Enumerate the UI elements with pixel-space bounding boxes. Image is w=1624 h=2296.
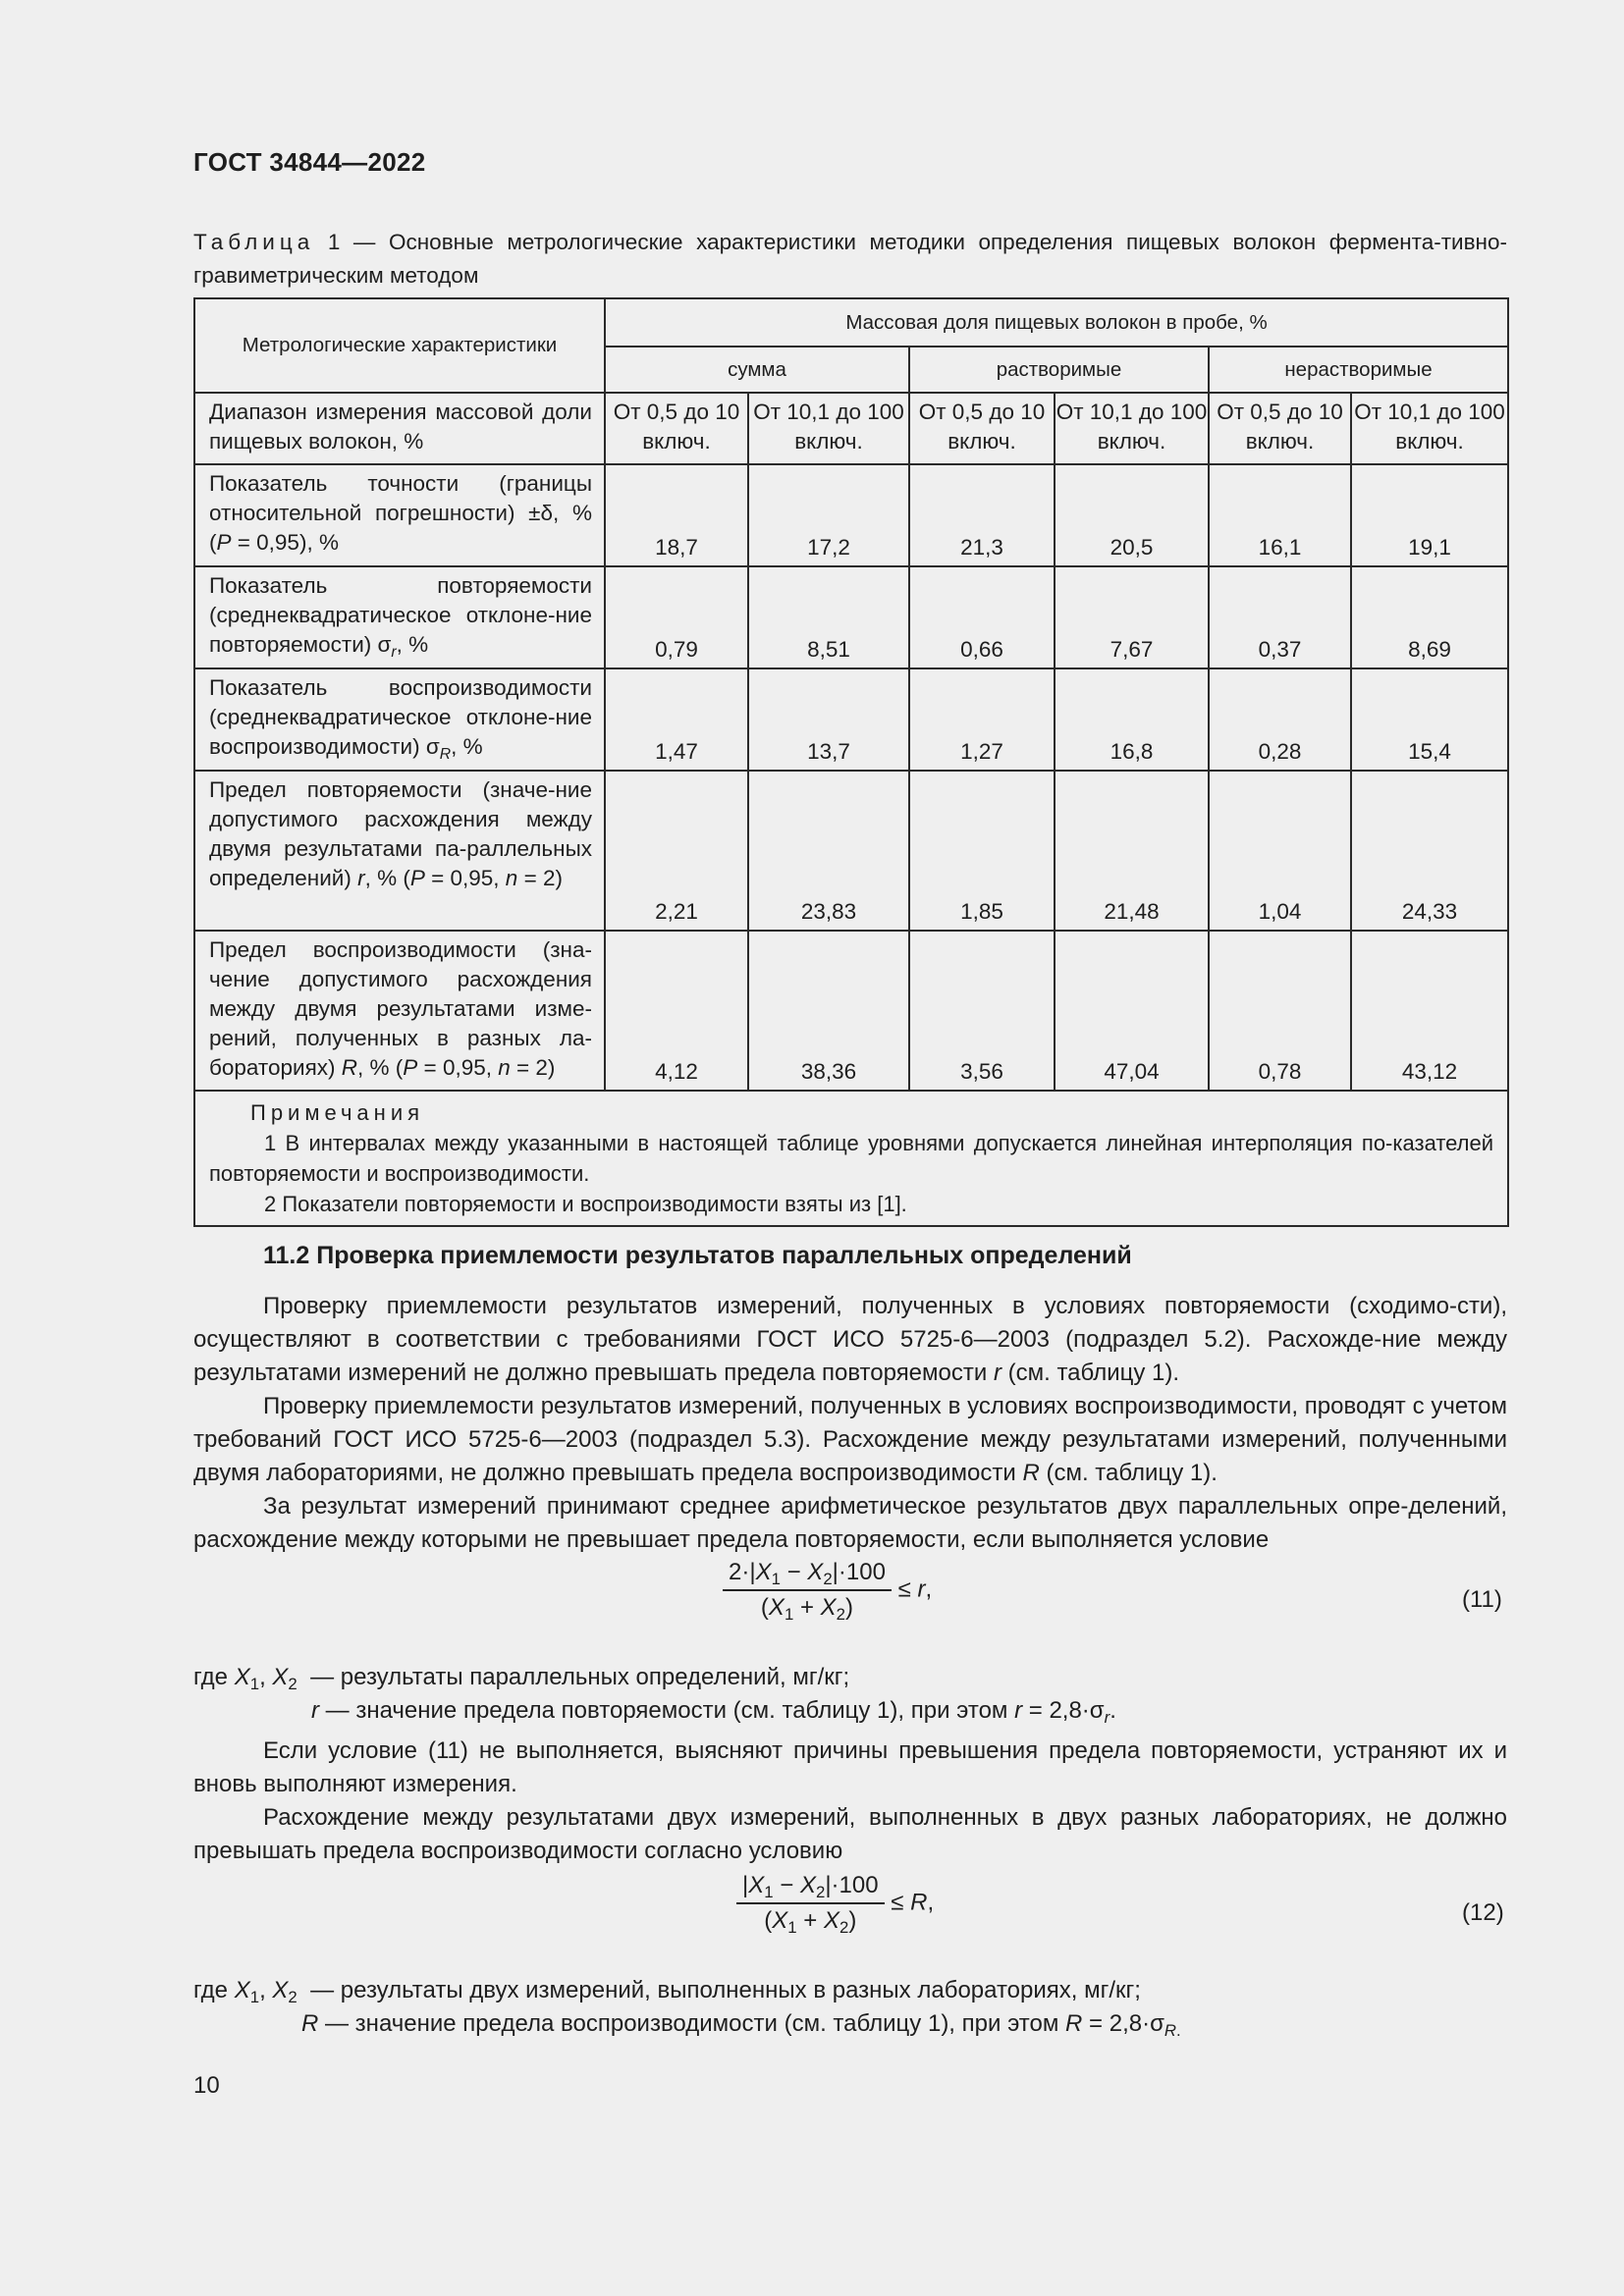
section-title: 11.2 Проверка приемлемости результатов параллельных определений [263, 1242, 1132, 1269]
body-paragraphs-b [193, 1735, 1507, 1868]
row-label: Показатель воспроизводимости (среднеквадратическое отклоне-ние воспроизводимости) $\sigma_R$, % [194, 668, 605, 771]
where-line: где $X_1$, $X_2$ — результаты двух измерений, выполненных в разных лабораториях, мг/кг; [193, 1977, 1141, 2006]
value-cell: 3,56 [909, 931, 1055, 1091]
table-caption [193, 226, 1507, 293]
row-label: Показатель точности (границы относительной погрешности) ±δ, % (P = 0,95), % [194, 464, 605, 566]
page-number: 10 [193, 2072, 220, 2099]
value-cell: 4,12 [605, 931, 748, 1091]
paragraph: Если условие (11) не выполняется, выясняют причины превышения предела повторяемости, устраняют их и вновь выполняют измерения. [193, 1737, 1507, 1797]
range-cell: От 0,5 до 10 включ. [909, 393, 1055, 464]
value-cell: 17,2 [748, 464, 909, 566]
formula-12-fraction [736, 1872, 885, 1935]
body-paragraphs-a [193, 1290, 1507, 1557]
value-cell: 16,8 [1055, 668, 1209, 771]
col-header-mass-fraction: Массовая доля пищевых волокон в пробе, % [605, 298, 1508, 347]
notes-title: Примечания [250, 1100, 425, 1125]
value-cell: 20,5 [1055, 464, 1209, 566]
paragraph: За результат измерений принимают среднее арифметическое результатов двух параллельных опре-делений, расхождение между которыми не превышает предела повторяемости, если выполняется условие [193, 1493, 1507, 1553]
formula-12 [736, 1872, 934, 1935]
value-cell: 21,3 [909, 464, 1055, 566]
where-block-11 [193, 1661, 1116, 1728]
formula-11-denominator: $(X_1 + X_2)$ [760, 1594, 853, 1624]
table-row [194, 464, 1508, 566]
range-cell: От 0,5 до 10 включ. [1209, 393, 1351, 464]
value-cell: 0,79 [605, 566, 748, 668]
formula-12-numerator: $|X_1 - X_2|\cdot 100$ [736, 1872, 885, 1904]
value-cell: 24,33 [1351, 771, 1508, 931]
value-cell: 1,27 [909, 668, 1055, 771]
paragraph: Проверку приемлемости результатов измерений, полученных в условиях повторяемости (сходимо-сти), осуществляют в соответствии с требованиями ГОСТ ИСО 5725-6—2003 (подраздел 5.2). Расхожде-ние между результатами измерений не должно превышать предела повторяемости r (см. таблицу 1). [193, 1293, 1507, 1386]
value-cell: 16,1 [1209, 464, 1351, 566]
where-block-12 [193, 1974, 1181, 2041]
table-row [194, 668, 1508, 771]
col-header-group-insoluble: нерастворимые [1209, 347, 1508, 393]
value-cell: 2,21 [605, 771, 748, 931]
paragraph: Проверку приемлемости результатов измерений, полученных в условиях воспроизводимости, проводят с учетом требований ГОСТ ИСО 5725-6—2003 (подраздел 5.3). Расхождение между результатами измерений, полученными двумя лабораториями, не должно превышать предела воспроизводимости R (см. таблицу 1). [193, 1393, 1507, 1486]
note-item: 2 Показатели повторяемости и воспроизводимости взяты из [1]. [264, 1192, 907, 1216]
value-cell: 38,36 [748, 931, 909, 1091]
document-code: ГОСТ 34844—2022 [193, 147, 426, 177]
col-header-characteristics: Метрологические характеристики [194, 298, 605, 393]
value-cell: 0,66 [909, 566, 1055, 668]
where-line: r — значение предела повторяемости (см. таблицу 1), при этом $r = 2,8\cdot\sigma_r$. [311, 1697, 1116, 1727]
range-cell: От 10,1 до 100 включ. [1055, 393, 1209, 464]
value-cell: 21,48 [1055, 771, 1209, 931]
table-row [194, 931, 1508, 1091]
range-cell: От 0,5 до 10 включ. [605, 393, 748, 464]
value-cell: 43,12 [1351, 931, 1508, 1091]
formula-11-numerator: $2\cdot|X_1 - X_2|\cdot 100$ [723, 1559, 892, 1591]
value-cell: 0,78 [1209, 931, 1351, 1091]
value-cell: 1,85 [909, 771, 1055, 931]
table-row [194, 566, 1508, 668]
formula-12-tail: ≤ R, [884, 1889, 935, 1916]
col-header-group-sum: сумма [605, 347, 909, 393]
value-cell: 23,83 [748, 771, 909, 931]
table-notes-row [194, 1091, 1508, 1226]
where-line: где $X_1$, $X_2$ — результаты параллельных определений, мг/кг; [193, 1664, 850, 1693]
table-notes [194, 1091, 1508, 1226]
value-cell: 8,69 [1351, 566, 1508, 668]
value-cell: 1,47 [605, 668, 748, 771]
value-cell: 47,04 [1055, 931, 1209, 1091]
paragraph: Расхождение между результатами двух измерений, выполненных в двух разных лабораториях, не должно превышать предела воспроизводимости согласно условию [193, 1804, 1507, 1864]
range-cell: От 10,1 до 100 включ. [1351, 393, 1508, 464]
value-cell: 0,28 [1209, 668, 1351, 771]
where-line: R — значение предела воспроизводимости (см. таблицу 1), при этом $R = 2,8\cdot\sigma_{R.}$ [301, 2010, 1181, 2040]
value-cell: 0,37 [1209, 566, 1351, 668]
range-cell: От 10,1 до 100 включ. [748, 393, 909, 464]
metrology-table [193, 297, 1509, 1227]
value-cell: 15,4 [1351, 668, 1508, 771]
value-cell: 18,7 [605, 464, 748, 566]
table-row-range [194, 393, 1508, 464]
row-label: Показатель повторяемости (среднеквадратическое отклоне-ние повторяемости) $\sigma_r$, % [194, 566, 605, 668]
row-label-range: Диапазон измерения массовой доли пищевых волокон, % [194, 393, 605, 464]
value-cell: 7,67 [1055, 566, 1209, 668]
note-item: 1 В интервалах между указанными в настоящей таблице уровнями допускается линейная интерполяция по-казателей повторяемости и воспроизводимости. [209, 1131, 1494, 1186]
equation-number-11: (11) [1462, 1586, 1502, 1613]
table-caption-label: Таблица [193, 230, 315, 254]
row-label: Предел повторяемости (значе-ние допустимого расхождения между двумя результатами па-раллельных определений) r, % (P = 0,95, n = 2) [194, 771, 605, 931]
row-label: Предел воспроизводимости (зна-чение допустимого расхождения между двумя результатами изме-рений, полученных в разных ла-бораториях) R, % (P = 0,95, n = 2) [194, 931, 605, 1091]
table-caption-text: 1 — Основные метрологические характеристики методики определения пищевых волокон фермента-тивно-гравиметрическим методом [193, 230, 1507, 288]
col-header-group-soluble: растворимые [909, 347, 1209, 393]
formula-12-denominator: $(X_1 + X_2)$ [764, 1907, 857, 1937]
value-cell: 19,1 [1351, 464, 1508, 566]
value-cell: 8,51 [748, 566, 909, 668]
value-cell: 1,04 [1209, 771, 1351, 931]
equation-number-12: (12) [1462, 1899, 1504, 1926]
value-cell: 13,7 [748, 668, 909, 771]
formula-11-fraction [723, 1559, 892, 1622]
table-row [194, 771, 1508, 931]
formula-11 [723, 1559, 932, 1622]
formula-11-tail: ≤ r, [891, 1575, 933, 1603]
